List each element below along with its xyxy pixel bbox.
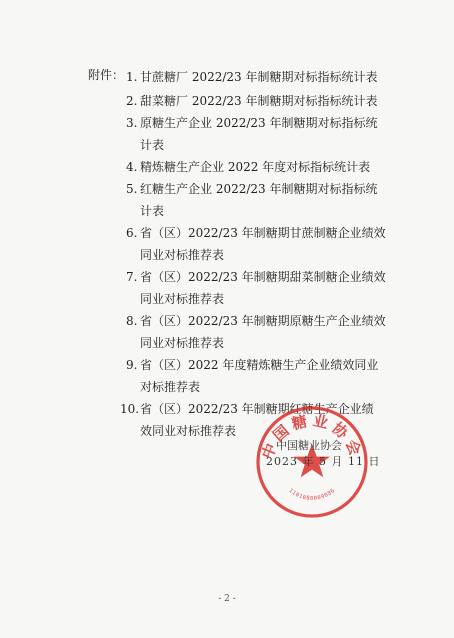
- signature-org: 中国糖业协会: [276, 439, 342, 452]
- attachment-item-9: [126, 354, 388, 398]
- signature-date: 2023 年 5 月 11 日: [266, 455, 381, 468]
- item-text: 省（区）2022/23 年制糖期甜菜制糖企业绩效: [140, 270, 386, 284]
- item-text: 甜菜糖厂 2022/23 年制糖期对标指标统计表: [140, 94, 378, 108]
- item-number: 8.: [126, 314, 138, 328]
- seal-code: 1101080009086: [287, 487, 337, 502]
- attachment-label: 附件：: [88, 68, 125, 82]
- item-text: 精炼糖生产企业 2022 年度对标指标统计表: [140, 160, 371, 174]
- item-text: 省（区）2022 年度精炼糖生产企业绩效同业: [140, 358, 379, 372]
- item-number: 2.: [126, 94, 138, 108]
- item-text: 省（区）2022/23 年制糖期原糖生产企业绩效: [140, 314, 386, 328]
- item-text-continued: 同业对标推荐表: [140, 336, 225, 350]
- attachment-item-2: [126, 90, 388, 112]
- item-text: 甘蔗糖厂 2022/23 年制糖期对标指标统计表: [140, 70, 378, 84]
- attachment-item-3: [126, 112, 388, 156]
- item-text: 省（区）2022/23 年制糖期甘蔗制糖企业绩效: [140, 226, 386, 240]
- item-text-continued: 同业对标推荐表: [140, 292, 225, 306]
- item-number: 5.: [126, 182, 138, 196]
- item-text-continued: 效同业对标推荐表: [140, 424, 237, 438]
- item-text: 原糖生产企业 2022/23 年制糖期对标指标统: [140, 116, 378, 130]
- item-number: 6.: [126, 226, 138, 240]
- signature-block: [262, 438, 382, 470]
- attachment-item-8: [126, 310, 388, 354]
- item-text-continued: 计表: [140, 204, 165, 218]
- item-number: 10.: [120, 402, 140, 416]
- item-text-continued: 对标推荐表: [140, 380, 201, 394]
- attachment-item-4: [126, 156, 388, 178]
- item-text-continued: 计表: [140, 138, 165, 152]
- item-number: 1.: [126, 70, 138, 84]
- svg-text:1101080009086: [287, 488, 336, 502]
- item-text: 省（区）2022/23 年制糖期红糖生产企业绩: [140, 402, 374, 416]
- attachment-item-1: [126, 66, 388, 88]
- item-number: 4.: [126, 160, 138, 174]
- item-number: 9.: [126, 358, 138, 372]
- seal-ring-text: 中国糖业协会: [258, 411, 366, 462]
- page-number: - 2 -: [218, 594, 236, 604]
- item-number: 3.: [126, 116, 138, 130]
- attachment-item-7: [126, 266, 388, 310]
- item-text-continued: 同业对标推荐表: [140, 248, 225, 262]
- attachment-item-6: [126, 222, 388, 266]
- item-text: 红糖生产企业 2022/23 年制糖期对标指标统: [140, 182, 378, 196]
- item-number: 7.: [126, 270, 138, 284]
- attachment-item-5: [126, 178, 388, 222]
